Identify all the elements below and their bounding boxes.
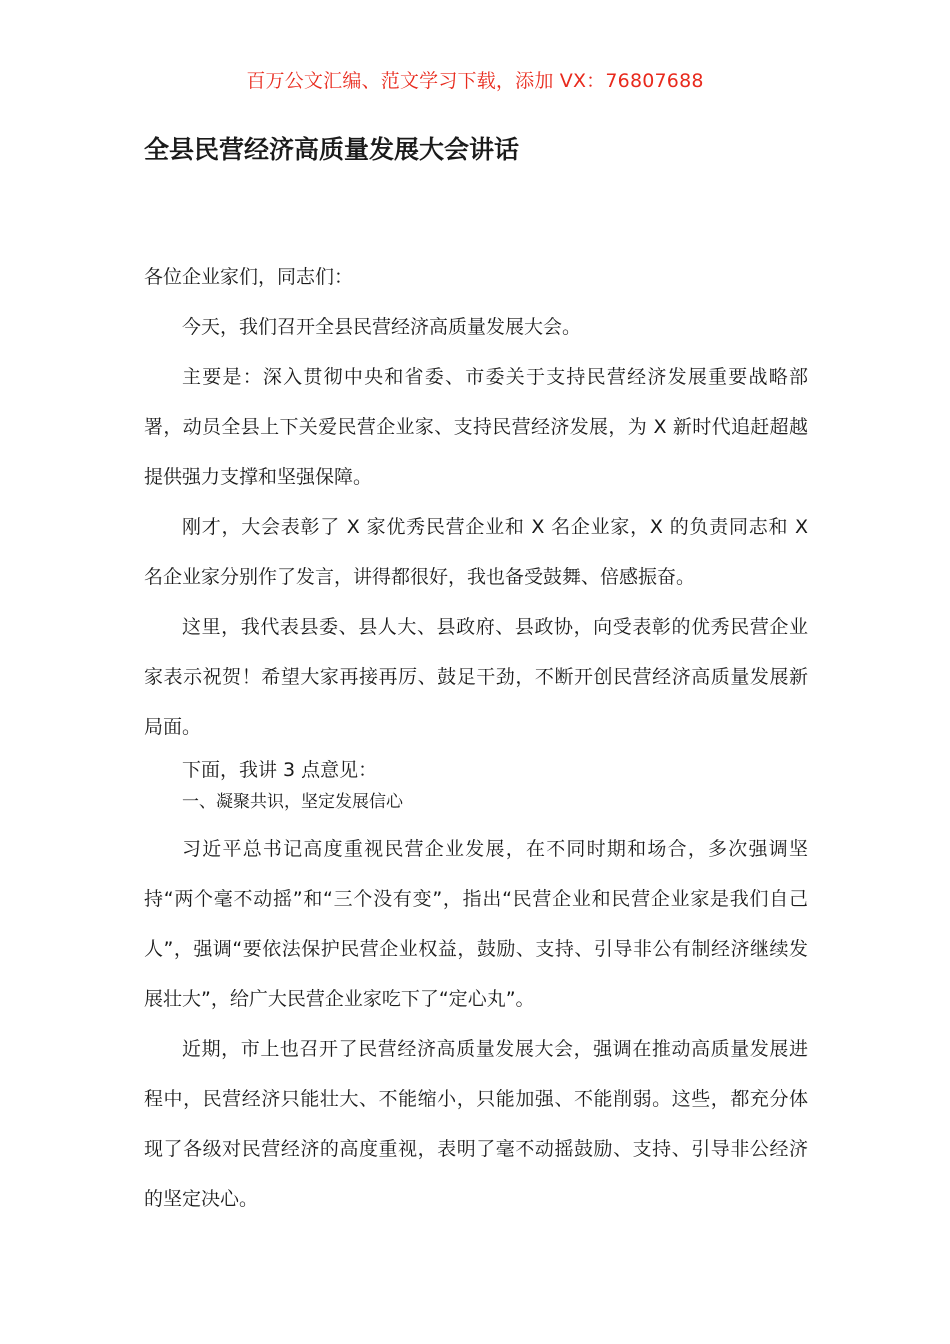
header-watermark-note: 百万公文汇编、范文学习下载，添加 VX：76807688 — [246, 70, 704, 92]
section-heading-1: 一、凝聚共识，坚定发展信心 — [182, 792, 403, 812]
paragraph-purpose: 主要是：深入贯彻中央和省委、市委关于支持民营经济发展重要战略部署，动员全县上下关爱民营企业家、支持民营经济发展，为 X 新时代追赶超越提供强力支撑和坚强保障。 — [144, 366, 808, 488]
document-body — [144, 252, 808, 1224]
paragraph-outline: 下面，我讲 3 点意见： — [182, 759, 378, 781]
paragraph-section1-b: 近期，市上也召开了民营经济高质量发展大会，强调在推动高质量发展进程中，民营经济只能壮大、不能缩小，只能加强、不能削弱。这些，都充分体现了各级对民营经济的高度重视，表明了毫不动摇鼓励、支持、引导非公经济的坚定决心。 — [144, 1038, 808, 1210]
paragraph-congratulation: 这里，我代表县委、县人大、县政府、县政协，向受表彰的优秀民营企业家表示祝贺！希望大家再接再厉、鼓足干劲，不断开创民营经济高质量发展新局面。 — [144, 616, 808, 738]
paragraph-section1-a: 习近平总书记高度重视民营企业发展，在不同时期和场合，多次强调坚持“两个毫不动摇”和“三个没有变”，指出“民营企业和民营企业家是我们自己人”，强调“要依法保护民营企业权益，鼓励、支持、引导非公有制经济继续发展壮大”，给广大民营企业家吃下了“定心丸”。 — [144, 838, 808, 1010]
paragraph-opening: 今天，我们召开全县民营经济高质量发展大会。 — [182, 316, 582, 338]
paragraph-commendation: 刚才，大会表彰了 X 家优秀民营企业和 X 名企业家，X 的负责同志和 X 名企业家分别作了发言，讲得都很好，我也备受鼓舞、倍感振奋。 — [144, 516, 808, 588]
document-title: 全县民营经济高质量发展大会讲话 — [144, 135, 520, 164]
greeting-line: 各位企业家们，同志们： — [144, 266, 354, 288]
